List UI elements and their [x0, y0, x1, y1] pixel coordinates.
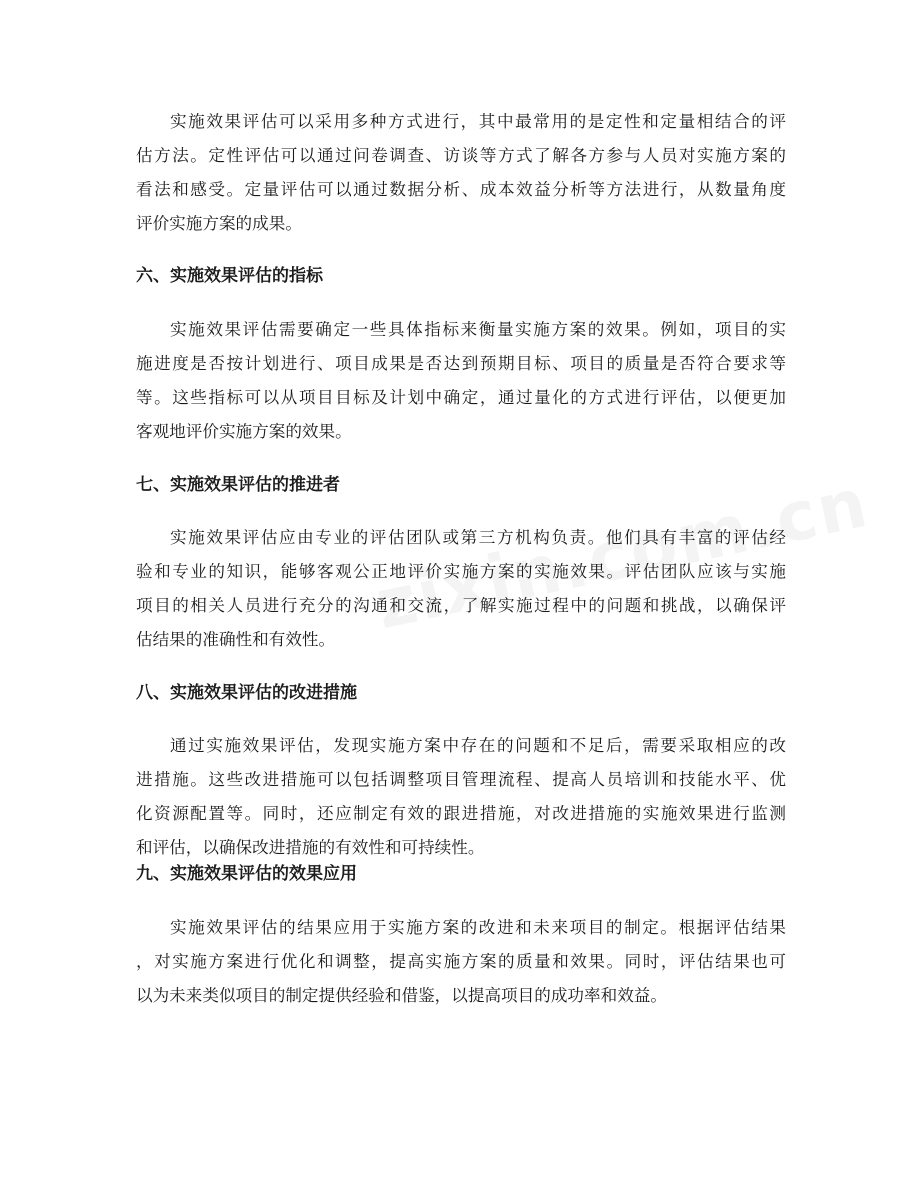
section-heading-6: 六、实施效果评估的指标 — [136, 266, 323, 286]
paragraph-line: 和评估，以确保改进措施的有效性和可持续性。 — [136, 838, 485, 857]
paragraph-line: 估结果的准确性和有效性。 — [136, 630, 336, 649]
paragraph-line: 以为未来类似项目的制定提供经验和借鉴，以提高项目的成功率和效益。 — [136, 986, 667, 1005]
paragraph-line: 评价实施方案的成果。 — [136, 214, 302, 233]
paragraph-line: 实施效果评估可以采用多种方式进行，其中最常用的是定性和定量相结合的评 — [170, 112, 786, 131]
watermark — [369, 464, 875, 645]
paragraph-line: 施进度是否按计划进行、项目成果是否达到预期目标、项目的质量是否符合要求等 — [136, 354, 786, 373]
paragraph-line: 项目的相关人员进行充分的沟通和交流，了解实施过程中的问题和挑战，以确保评 — [136, 596, 786, 615]
paragraph-line: 估方法。定性评估可以通过问卷调查、访谈等方式了解各方参与人员对实施方案的 — [136, 146, 786, 165]
paragraph-line: 等。这些指标可以从项目目标及计划中确定，通过量化的方式进行评估，以便更加 — [136, 388, 786, 407]
paragraph-line: 看法和感受。定量评估可以通过数据分析、成本效益分析等方法进行，从数量角度 — [136, 180, 786, 199]
paragraph-line: 通过实施效果评估，发现实施方案中存在的问题和不足后，需要采取相应的改 — [170, 736, 786, 755]
paragraph-line: ，对实施方案进行优化和调整，提高实施方案的质量和效果。同时，评估结果也可 — [136, 952, 786, 971]
paragraph-line: 实施效果评估的结果应用于实施方案的改进和未来项目的制定。根据评估结果 — [170, 918, 786, 937]
section-heading-7: 七、实施效果评估的推进者 — [136, 475, 340, 495]
section-heading-9: 九、实施效果评估的效果应用 — [136, 864, 357, 884]
paragraph-line: 客观地评价实施方案的效果。 — [136, 422, 352, 441]
paragraph-line: 化资源配置等。同时，还应制定有效的跟进措施，对改进措施的实施效果进行监测 — [136, 804, 786, 823]
section-heading-8: 八、实施效果评估的改进措施 — [136, 683, 357, 703]
paragraph-line: 实施效果评估需要确定一些具体指标来衡量实施方案的效果。例如，项目的实 — [170, 320, 786, 339]
paragraph-line: 进措施。这些改进措施可以包括调整项目管理流程、提高人员培训和技能水平、优 — [136, 770, 786, 789]
paragraph-line: 验和专业的知识，能够客观公正地评价实施方案的实施效果。评估团队应该与实施 — [136, 562, 786, 581]
paragraph-line: 实施效果评估应由专业的评估团队或第三方机构负责。他们具有丰富的评估经 — [170, 528, 786, 547]
